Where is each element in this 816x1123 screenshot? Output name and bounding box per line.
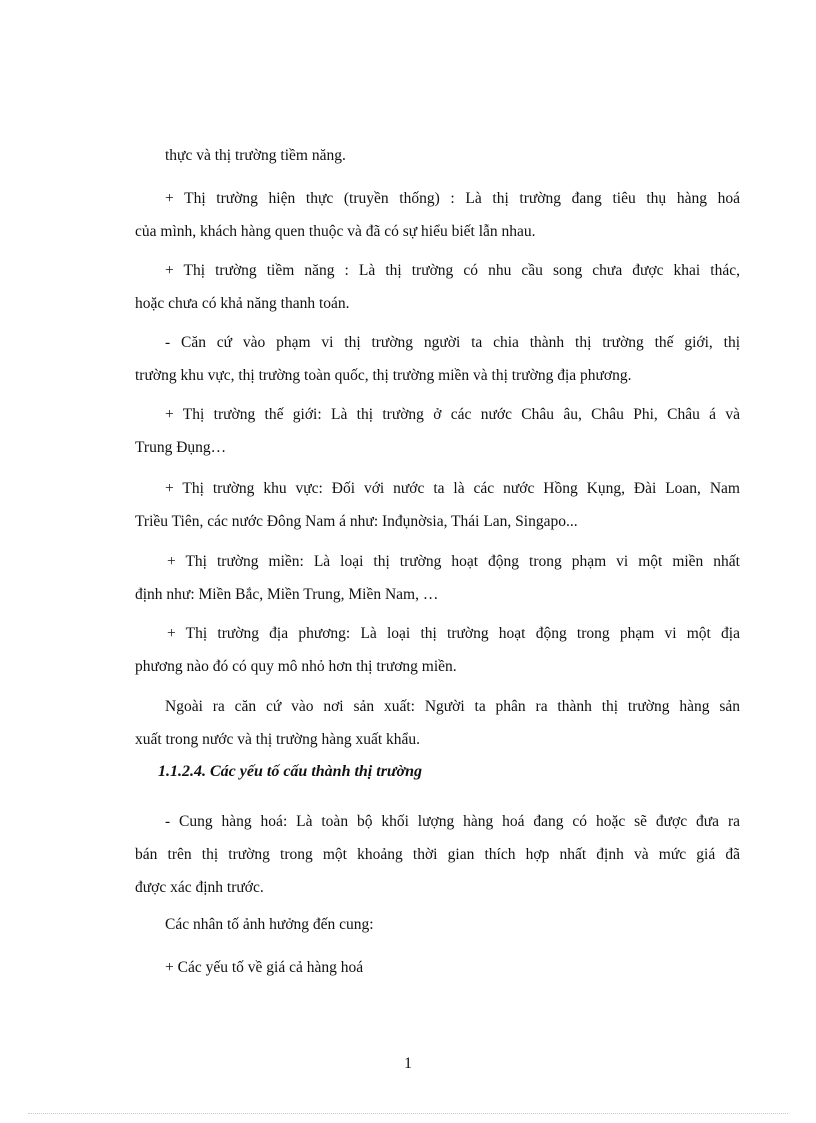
text-line: được xác định trước. — [135, 879, 264, 896]
text-line: Các nhân tố ảnh hưởng đến cung: — [165, 916, 374, 933]
paragraph-potential-market — [135, 254, 740, 320]
paragraph-market-types-end — [135, 139, 740, 172]
text-line: xuất trong nước và thị trường hàng xuất khẩu. — [135, 731, 421, 748]
page-number: 1 — [404, 1055, 412, 1072]
text-line: thực và thị trường tiềm năng. — [165, 147, 346, 164]
paragraph-supply-factors — [135, 908, 740, 941]
text-line: + Thị trường thế giới: Là thị trường ở các nước Châu âu, Châu Phi, Châu á và — [165, 406, 740, 423]
text-line: phương nào đó có quy mô nhỏ hơn thị trương miền. — [135, 658, 457, 675]
text-line: + Thị trường tiềm năng : Là thị trường có nhu cầu song chưa được khai thác, — [165, 262, 740, 279]
text-line: Triều Tiên, các nước Đông Nam á như: Inđụnờsia, Thái Lan, Singapo... — [135, 513, 578, 530]
text-line: + Thị trường miền: Là loại thị trường hoạt động trong phạm vi một miền nhất — [167, 553, 740, 570]
text-line: hoặc chưa có khả năng thanh toán. — [135, 295, 350, 312]
text-line: Ngoài ra căn cứ vào nơi sản xuất: Người ta phân ra thành thị trường hàng sản — [165, 698, 740, 715]
paragraph-traditional-market — [135, 182, 740, 248]
text-line: định như: Miền Bắc, Miền Trung, Miền Nam, … — [135, 586, 439, 603]
text-line: - Căn cứ vào phạm vi thị trường người ta chia thành thị trường thế giới, thị — [165, 334, 740, 351]
paragraph-production-place — [135, 690, 740, 756]
text-line: + Thị trường khu vực: Đối với nước ta là các nước Hồng Kụng, Đài Loan, Nam — [165, 480, 740, 497]
paragraph-regional-market — [135, 472, 740, 538]
paragraph-price-factor — [135, 951, 740, 984]
text-line: Trung Đụng… — [135, 439, 227, 456]
text-line: + Thị trường hiện thực (truyền thống) : Là thị trường đang tiêu thụ hàng hoá — [165, 190, 740, 207]
page-bottom-divider — [28, 1113, 788, 1114]
text-line: bán trên thị trường trong một khoảng thời gian thích hợp nhất định và mức giá đã — [135, 846, 740, 863]
text-line: + Các yếu tố về giá cả hàng hoá — [165, 959, 364, 976]
text-line: trường khu vực, thị trường toàn quốc, thị trường miền và thị trường địa phương. — [135, 367, 632, 384]
paragraph-world-market — [135, 398, 740, 464]
paragraph-local-market — [135, 617, 740, 683]
paragraph-domestic-region-market — [135, 545, 740, 611]
paragraph-supply-definition — [135, 805, 740, 904]
paragraph-market-scope — [135, 326, 740, 392]
text-line: + Thị trường địa phương: Là loại thị trường hoạt động trong phạm vi một địa — [167, 625, 740, 642]
section-heading: 1.1.2.4. Các yếu tố cấu thành thị trường — [158, 763, 422, 780]
text-line: - Cung hàng hoá: Là toàn bộ khối lượng hàng hoá đang có hoặc sẽ được đưa ra — [165, 813, 740, 830]
text-line: của mình, khách hàng quen thuộc và đã có sự hiểu biết lẫn nhau. — [135, 223, 536, 240]
